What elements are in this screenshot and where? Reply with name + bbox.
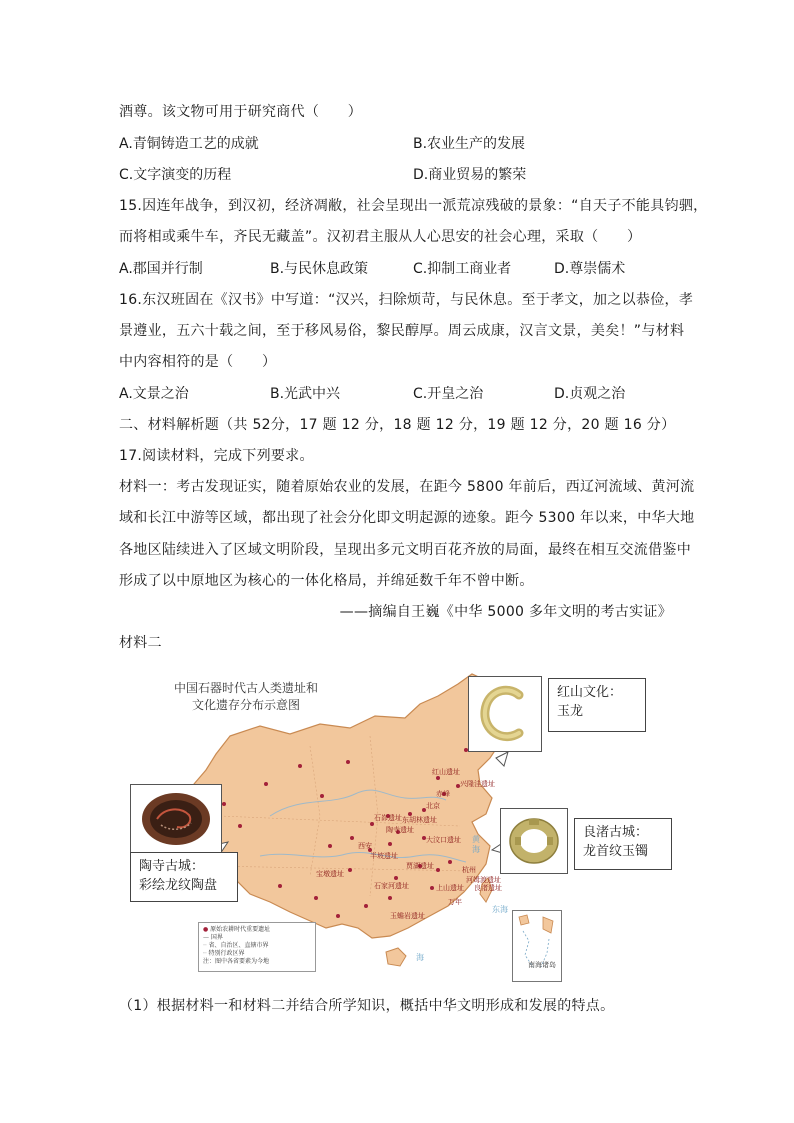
- material2-label: 材料二: [119, 635, 162, 651]
- legend-item-border: — 国界: [203, 934, 223, 941]
- legend-note: 注：图中各省要素为今地: [203, 958, 270, 965]
- material1-line1: 材料一：考古发现证实，随着原始农业的发展，在距今 5800 年前后，西辽河流域、黄河流: [119, 479, 695, 495]
- q16-stem-line2: 景遵业，五六十载之间，至于移风易俗，黎民醇厚。周云成康，汉言文景，美矣！”与材料: [119, 323, 685, 339]
- inset-label: 南海诸岛: [528, 961, 556, 969]
- painted-plate-icon: [131, 785, 221, 853]
- south-sea-inset: [512, 910, 562, 982]
- callout-hongshan: [548, 678, 646, 732]
- site-label: 石家河遗址: [374, 882, 409, 890]
- legend-item-province: ┈ 省、自治区、直辖市界: [203, 942, 269, 949]
- q16-option-a: A.文景之治: [119, 386, 189, 402]
- q16-stem-line1: 16.东汉班固在《汉书》中写道：“汉兴，扫除烦苛，与民休息。至于孝文，加之以恭俭，孝: [119, 292, 694, 308]
- site-label: 兴隆洼遗址: [460, 780, 495, 788]
- site-label: 良渚遗址: [474, 884, 502, 892]
- legend-item-site: ● 原始农耕时代重要遗址: [203, 926, 271, 933]
- sea-label: 东: [492, 905, 500, 914]
- map-title-line1: 中国石器时代古人类遗址和: [173, 681, 318, 695]
- q17-subquestion-1: （1）根据材料一和材料二并结合所学知识，概括中华文明形成和发展的特点。: [119, 998, 615, 1014]
- site-label: 贾湖遗址: [406, 862, 434, 870]
- q14-stem-tail: 酒尊。该文物可用于研究商代（ ）: [119, 104, 363, 120]
- q14-option-d: D.商业贸易的繁荣: [413, 167, 527, 183]
- site-label: 赤峰: [436, 790, 450, 798]
- site-label: 红山遗址: [432, 768, 460, 776]
- map-legend: [198, 922, 316, 972]
- site-label: 大汶口遗址: [426, 836, 461, 844]
- callout-taosi-line1: 陶寺古城：: [139, 859, 205, 874]
- q16-stem-line3: 中内容相符的是（ ）: [119, 354, 277, 370]
- callout-liangzhu: [574, 818, 672, 870]
- callout-pointer: [496, 752, 508, 766]
- q16-option-d: D.贞观之治: [554, 386, 626, 402]
- site-label: 杭州: [462, 866, 476, 874]
- map-figure: [120, 666, 672, 986]
- q15-stem-line2: 而将相或乘牛车，齐民无藏盖”。汉初君主服从人心思安的社会心理，采取（ ）: [119, 229, 642, 245]
- site-label: 万年: [448, 898, 462, 906]
- q14-option-a: A.青铜铸造工艺的成就: [119, 136, 259, 152]
- jade-bracelet-icon: [501, 809, 567, 873]
- q17-intro: 17.阅读材料，完成下列要求。: [119, 448, 314, 464]
- site-label: 陶寺遗址: [386, 826, 414, 834]
- site-label: 北京: [426, 802, 440, 810]
- callout-taosi: [130, 852, 238, 902]
- material1-line4: 形成了以中原地区为核心的一体化格局，并绵延数千年不曾中断。: [119, 573, 534, 589]
- callout-liangzhu-line1: 良渚古城：: [583, 825, 649, 840]
- callout-hongshan-line2: 玉龙: [557, 704, 584, 719]
- site-label: 东胡林遗址: [402, 816, 437, 824]
- callout-liangzhu-line2: 龙首纹玉镯: [583, 844, 649, 859]
- painted-plate-photo: [130, 784, 222, 854]
- site-label: 石峁遗址: [374, 814, 402, 822]
- hainan-island: [386, 948, 406, 966]
- jade-dragon-icon: [469, 677, 541, 751]
- q15-option-c: C.抑制工商业者: [413, 261, 512, 277]
- jade-bracelet-photo: [500, 808, 568, 874]
- q15-option-b: B.与民休息政策: [270, 261, 369, 277]
- q15-option-d: D.尊崇儒术: [554, 261, 626, 277]
- material1-line2: 域和长江中游等区域，都出现了社会分化即文明起源的迹象。距今 5300 年以来，中华大地: [119, 510, 695, 526]
- site-label: 河姆渡遗址: [466, 876, 501, 884]
- material1-line3: 各地区陆续进入了区域文明阶段，呈现出多元文明百花齐放的局面，最终在相互交流借鉴中: [119, 542, 691, 558]
- q14-option-b: B.农业生产的发展: [413, 136, 526, 152]
- q15-option-a: A.郡国并行制: [119, 261, 203, 277]
- q16-option-c: C.开皇之治: [413, 386, 484, 402]
- map-title: [156, 680, 336, 714]
- section-2-heading: 二、材料解析题（共 52分，17 题 12 分，18 题 12 分，19 题 12 分，20 题 16 分）: [119, 417, 676, 433]
- sea-label: 海: [416, 953, 424, 962]
- site-label: 上山遗址: [436, 884, 464, 892]
- site-label: 宝墩遗址: [316, 870, 344, 878]
- callout-hongshan-line1: 红山文化：: [557, 685, 623, 700]
- q16-option-b: B.光武中兴: [270, 386, 341, 402]
- callout-taosi-line2: 彩绘龙纹陶盘: [139, 878, 218, 893]
- legend-item-sar: ┄ 特别行政区界: [203, 950, 245, 957]
- sea-label: 黄: [472, 835, 480, 844]
- q14-option-c: C.文字演变的历程: [119, 167, 232, 183]
- sea-label: 海: [472, 845, 480, 854]
- q15-stem-line1: 15.因连年战争，到汉初，经济凋敝，社会呈现出一派荒凉残破的景象：“自天子不能具钧驷，: [119, 198, 708, 214]
- site-label: 西安: [358, 842, 372, 850]
- site-label: 半坡遗址: [370, 852, 398, 860]
- south-sea-inset-map: [513, 911, 561, 981]
- material1-source: ——摘编自王巍《中华 5000 多年文明的考古实证》: [339, 604, 672, 620]
- sea-label: 海: [500, 905, 508, 914]
- map-title-line2: 文化遗存分布示意图: [191, 698, 300, 712]
- site-label: 玉蟾岩遗址: [390, 912, 425, 920]
- jade-dragon-photo: [468, 676, 542, 752]
